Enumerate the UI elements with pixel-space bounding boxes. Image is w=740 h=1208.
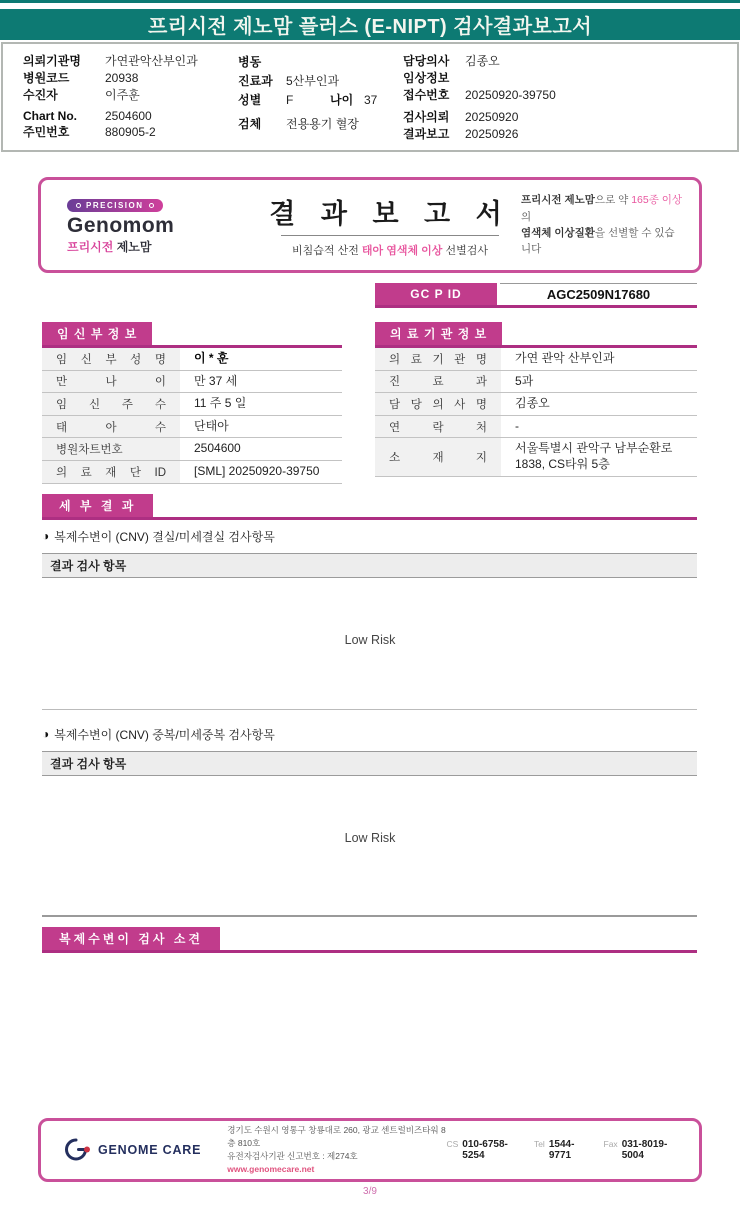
row-label: 임 신 주 수 bbox=[56, 398, 166, 411]
banner-center bbox=[259, 192, 521, 258]
tel-label: Tel bbox=[533, 1139, 545, 1149]
field-label: 수진자 bbox=[23, 88, 58, 102]
genomom-logo bbox=[41, 195, 259, 254]
patient-row bbox=[403, 86, 737, 103]
field-label: 주민번호 bbox=[23, 125, 70, 139]
row-label-cell bbox=[375, 371, 501, 393]
field-label: 담당의사 bbox=[403, 54, 450, 68]
tel-number: 1544-9771 bbox=[548, 1139, 575, 1161]
detail-result-section-header: 세 부 결 과 bbox=[42, 494, 153, 517]
footer-fax bbox=[604, 1139, 677, 1161]
cs-number: 010-6758-5254 bbox=[462, 1139, 508, 1161]
patient-row bbox=[238, 71, 403, 90]
result-column-header: 결과 검사 항목 bbox=[42, 553, 697, 578]
field-value: 880905-2 bbox=[105, 124, 156, 139]
table-row bbox=[375, 438, 697, 476]
genome-care-g-icon bbox=[63, 1137, 91, 1163]
patient-row bbox=[403, 52, 737, 69]
row-label: 의 료 기 관 명 bbox=[389, 353, 487, 366]
patient-info-box bbox=[1, 42, 739, 152]
row-label: 의 료 재 단 ID bbox=[56, 466, 166, 479]
footer-box bbox=[38, 1118, 702, 1182]
row-value: 만 37 세 bbox=[194, 373, 238, 388]
detail-result-section-header-row bbox=[42, 494, 697, 520]
patient-row bbox=[403, 125, 737, 142]
field-value: 가연관악산부인과 bbox=[105, 54, 198, 68]
field-label: 검사의뢰 bbox=[403, 110, 450, 124]
row-value: [SML] 20250920-39750 bbox=[194, 463, 320, 478]
brand-subtitle bbox=[67, 238, 259, 255]
table-row bbox=[42, 393, 342, 416]
footer-cs bbox=[446, 1139, 517, 1161]
field-label: 결과보고 bbox=[403, 127, 450, 141]
footer-website-link: www.genomecare.net bbox=[227, 1164, 315, 1175]
field-value: 5산부인과 bbox=[286, 74, 340, 88]
patient-info-col1 bbox=[23, 52, 238, 140]
row-label: 태 아 수 bbox=[56, 421, 166, 434]
row-label-cell bbox=[42, 438, 180, 460]
row-value: 단태아 bbox=[194, 418, 229, 433]
page-title: 프리시전 제노맘 플러스 (E-NIPT) 검사결과보고서 bbox=[147, 16, 593, 38]
row-value: - bbox=[515, 418, 519, 433]
brand-sub-dark: 제노맘 bbox=[116, 239, 152, 254]
table-row bbox=[42, 348, 342, 371]
field-value: 37 bbox=[364, 92, 378, 107]
patient-row bbox=[238, 52, 403, 71]
table-row bbox=[42, 416, 342, 439]
banner-subtitle-highlight: 태아 염색체 이상 bbox=[361, 245, 443, 257]
row-label-cell bbox=[42, 371, 180, 393]
banner-title-underline bbox=[281, 235, 499, 236]
table-row bbox=[42, 438, 342, 461]
footer-address-line2: 유전자검사기관 신고번호 : 제274호 bbox=[227, 1151, 358, 1161]
row-label: 진 료 과 bbox=[389, 376, 487, 389]
report-body bbox=[0, 177, 740, 953]
footer-address-line1: 경기도 수원시 영통구 창룡대로 260, 광교 센트럴비즈타워 8층 810호 bbox=[227, 1124, 446, 1148]
row-label-cell bbox=[42, 416, 180, 438]
footer-address bbox=[227, 1124, 446, 1177]
clinic-info-table bbox=[375, 322, 697, 477]
row-value: 서울특별시 관악구 남부순환로 1838, CS타워 5층 bbox=[515, 441, 673, 471]
desc-bold: 프리시전 제노맘 bbox=[521, 194, 595, 207]
page-number: 3/9 bbox=[363, 1186, 377, 1197]
result-report-banner bbox=[38, 177, 702, 273]
top-accent-strip bbox=[0, 0, 740, 3]
maternal-table-header: 임 신 부 정 보 bbox=[42, 322, 152, 345]
half-circle-bullet-icon: ◑ bbox=[42, 529, 50, 544]
row-label: 병원차트번호 bbox=[56, 444, 123, 457]
field-label: Chart No. bbox=[23, 108, 77, 123]
gcpid-label: GC P ID bbox=[375, 283, 497, 305]
field-value: 20250926 bbox=[465, 126, 519, 141]
maternal-info-table bbox=[42, 322, 342, 484]
badge-label: PRECISION bbox=[86, 201, 144, 211]
field-label: 임상정보 bbox=[403, 71, 450, 85]
desc-bold: 염색체 이상질환 bbox=[521, 227, 595, 239]
gcpid-row bbox=[375, 283, 697, 308]
row-label-cell bbox=[42, 393, 180, 415]
field-label: 의뢰기관명 bbox=[23, 54, 81, 68]
patient-row bbox=[23, 69, 238, 86]
desc-text: 으로 약 bbox=[594, 194, 632, 207]
field-value: 20250920-39750 bbox=[465, 87, 556, 102]
row-label-cell bbox=[42, 348, 180, 370]
field-label: 병원코드 bbox=[23, 71, 70, 85]
cs-label: CS bbox=[446, 1139, 459, 1149]
banner-subtitle-suffix: 선별검사 bbox=[442, 245, 488, 257]
badge-dot-icon bbox=[76, 203, 81, 208]
desc-text: 의 bbox=[521, 210, 532, 223]
row-label: 소 재 지 bbox=[389, 451, 487, 464]
field-value: F bbox=[286, 92, 294, 107]
table-row bbox=[42, 371, 342, 394]
cnv-deletion-title-text: 복제수변이 (CNV) 결실/미세결실 검사항목 bbox=[54, 529, 275, 544]
cnv-opinion-section-header: 복제수변이 검사 소견 bbox=[42, 927, 220, 950]
row-label: 임 신 부 성 명 bbox=[56, 353, 166, 366]
cnv-duplication-result: Low Risk bbox=[344, 830, 396, 845]
report-title-bar bbox=[0, 9, 740, 40]
brand-name: Genomom bbox=[67, 214, 175, 238]
field-label: 병동 bbox=[238, 55, 262, 69]
row-value: 2504600 bbox=[194, 441, 241, 456]
maternal-table-header-row bbox=[42, 322, 342, 348]
desc-highlight: 165종 이상 bbox=[631, 194, 683, 207]
patient-row bbox=[238, 114, 403, 133]
field-label: 나이 bbox=[330, 93, 354, 107]
table-row bbox=[375, 416, 697, 439]
field-value: 전용용기 혈장 bbox=[286, 117, 359, 131]
row-label-cell bbox=[42, 461, 180, 483]
field-value: 20250920 bbox=[465, 109, 519, 124]
patient-row bbox=[23, 86, 238, 103]
row-value: 이 * 훈 bbox=[194, 351, 229, 365]
section-divider bbox=[42, 915, 697, 917]
cnv-duplication-title-text: 복제수변이 (CNV) 중복/미세중복 검사항목 bbox=[54, 727, 275, 742]
table-row bbox=[375, 371, 697, 394]
row-label: 만 나 이 bbox=[56, 376, 166, 389]
clinic-table-header: 의 료 기 관 정 보 bbox=[375, 322, 502, 345]
cnv-duplication-title bbox=[42, 726, 697, 743]
genome-care-logo bbox=[63, 1137, 201, 1163]
footer-tel bbox=[534, 1139, 588, 1161]
cnv-deletion-title bbox=[42, 528, 697, 545]
banner-subtitle bbox=[259, 242, 521, 258]
section-divider bbox=[42, 709, 697, 710]
patient-row bbox=[23, 108, 238, 123]
patient-row bbox=[23, 52, 238, 69]
patient-row bbox=[23, 123, 238, 140]
patient-info-col3 bbox=[403, 52, 737, 140]
precision-badge bbox=[67, 199, 163, 212]
row-label: 담 당 의 사 명 bbox=[389, 398, 487, 411]
patient-row bbox=[238, 90, 403, 109]
field-value: 2504600 bbox=[105, 108, 152, 123]
fax-label: Fax bbox=[603, 1139, 618, 1149]
row-value: 11 주 5 일 bbox=[194, 396, 247, 411]
field-value: 이주훈 bbox=[105, 88, 140, 102]
cnv-deletion-result: Low Risk bbox=[344, 632, 396, 647]
field-label: 검체 bbox=[238, 117, 262, 131]
gcpid-value: AGC2509N17680 bbox=[500, 283, 697, 305]
cnv-opinion-section-header-row bbox=[42, 927, 697, 953]
table-row bbox=[375, 348, 697, 371]
row-label-cell bbox=[375, 393, 501, 415]
report-banner-title: 결 과 보 고 서 bbox=[269, 199, 511, 229]
row-value: 가연 관악 산부인과 bbox=[515, 351, 615, 365]
patient-row bbox=[403, 108, 737, 125]
row-value: 김종오 bbox=[515, 396, 550, 411]
footer-contacts bbox=[446, 1139, 677, 1161]
banner-description-line1 bbox=[521, 192, 683, 225]
brand-sub-pink: 프리시전 bbox=[67, 239, 114, 254]
banner-description bbox=[521, 192, 699, 257]
field-label: 접수번호 bbox=[403, 88, 450, 102]
fax-number: 031-8019-5004 bbox=[621, 1139, 668, 1161]
genome-care-logo-text: GENOME CARE bbox=[98, 1143, 202, 1157]
row-label: 연 락 처 bbox=[389, 421, 487, 434]
row-label-cell bbox=[375, 438, 501, 475]
row-label-cell bbox=[375, 416, 501, 438]
result-column-header: 결과 검사 항목 bbox=[42, 751, 697, 776]
patient-row bbox=[403, 69, 737, 86]
banner-subtitle-prefix: 비침습적 산전 bbox=[292, 245, 362, 257]
table-row bbox=[42, 461, 342, 484]
field-value: 20938 bbox=[105, 70, 139, 85]
patient-info-col2 bbox=[238, 52, 403, 140]
desc-text: 을 선별할 수 있습니다 bbox=[521, 227, 675, 256]
badge-dot-icon bbox=[149, 203, 154, 208]
row-value: 5과 bbox=[515, 373, 534, 388]
banner-description-line2 bbox=[521, 225, 683, 258]
row-label-cell bbox=[375, 348, 501, 370]
half-circle-bullet-icon: ◑ bbox=[42, 727, 50, 742]
clinic-table-header-row bbox=[375, 322, 697, 348]
field-label: 진료과 bbox=[238, 74, 273, 88]
field-label: 성별 bbox=[238, 93, 262, 107]
table-row bbox=[375, 393, 697, 416]
info-tables bbox=[42, 322, 697, 484]
field-value: 김종오 bbox=[465, 54, 500, 68]
